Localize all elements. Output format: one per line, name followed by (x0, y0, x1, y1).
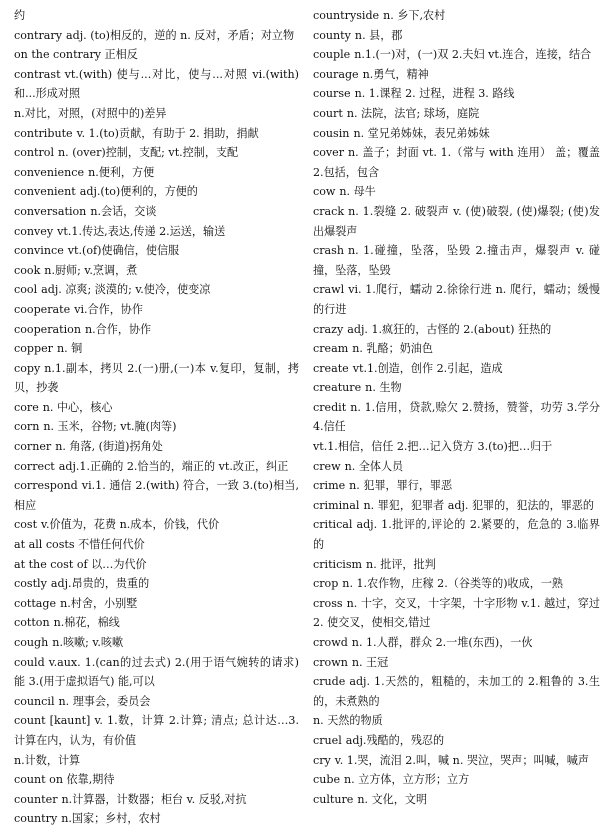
entry-headword: contribute (14, 126, 73, 140)
entry-definition: n. 批评，批判 (366, 557, 436, 571)
entry-definition: n. 角落, (街道)拐角处 (55, 440, 163, 454)
entry-headword: crew (313, 459, 341, 473)
entry-headword: criticism (313, 557, 363, 571)
vocab-entry (14, 535, 299, 555)
entry-definition: n. 堂兄弟姊妹，表兄弟姊妹 (353, 126, 490, 140)
entry-definition: n.勇气，精神 (362, 67, 429, 81)
entry-headword: cooperate (14, 302, 71, 316)
vocab-entry (14, 633, 299, 653)
entry-headword: crawl (313, 283, 345, 297)
entry-headword: crack (313, 204, 345, 218)
vocab-entry (313, 182, 600, 202)
vocab-entry (14, 457, 299, 477)
right-column (313, 6, 600, 833)
entry-headword: couple (313, 48, 351, 62)
entry-definition: n. 全体人员 (344, 459, 404, 473)
entry-headword: convenience (14, 165, 85, 179)
entry-headword: court (313, 106, 343, 120)
entry-headword: cross (313, 596, 343, 610)
entry-definition: vt.1.相信，信任 2.把…记入贷方 3.(to)把…归于 (313, 440, 553, 454)
entry-definition: n. 母牛 (339, 185, 376, 199)
entry-definition: n.厨师; v.烹调，煮 (44, 263, 138, 277)
entry-headword: cough (14, 636, 49, 649)
entry-headword: cry (313, 753, 331, 767)
entry-definition: n.国家；乡村，农村 (61, 812, 161, 826)
entry-definition: at the cost of 以…为代价 (14, 557, 147, 571)
entry-definition: n. 1.信用，贷款,赊欠 2.赞扬，赞誉，功劳 3.学分 4.信任 (313, 400, 600, 434)
entry-definition: on the contrary 正相反 (14, 48, 138, 62)
entry-definition: v. 1.(to)贡献，有助于 2. 捐助，捐献 (76, 126, 259, 140)
entry-headword: counter (14, 792, 58, 806)
vocab-entry (313, 653, 600, 673)
entry-headword: crop (313, 577, 339, 591)
entry-definition: n. 文化，文明 (357, 792, 428, 806)
entry-headword: cottage (14, 596, 57, 610)
entry-headword: cream (313, 342, 349, 356)
entry-definition: n. 1.碰撞，坠落，坠毁 2.撞击声，爆裂声 v. 碰撞，坠落，坠毁 (313, 244, 600, 277)
entry-definition: n. 犯罪，罪行，罪恶 (349, 479, 453, 493)
entry-definition: n. 乳酪；奶油色 (352, 342, 433, 356)
entry-headword: crowd (313, 636, 348, 649)
vocab-entry (313, 731, 600, 751)
entry-headword: copper (14, 342, 53, 356)
vocab-entry (313, 437, 600, 457)
entry-definition: v.aux. 1.(can的过去式) 2.(用于语气婉转的请求)能 3.(用于虚拟语气) 能,可以 (14, 655, 299, 689)
entry-headword: critical (313, 518, 353, 532)
entry-headword: convenient (14, 185, 76, 199)
vocab-entry (14, 790, 299, 810)
entry-definition: n.1.(一)对，(一)双 2.夫妇 vt.连合，连接，结合 (354, 48, 592, 62)
vocab-entry (14, 770, 299, 790)
entry-headword: crime (313, 479, 346, 493)
vocab-entry (313, 790, 600, 810)
entry-headword: credit (313, 400, 347, 414)
entry-definition: n.1.副本，拷贝 2.(一)册,(一)本 v.复印，复制，拷贝，抄袭 (14, 361, 299, 395)
entry-headword: courage (313, 67, 359, 81)
vocab-entry (14, 613, 299, 633)
entry-headword: count (14, 714, 46, 728)
entry-definition: vt.(of)使确信，使信服 (67, 244, 180, 258)
entry-definition: 约 (14, 9, 26, 22)
entry-headword: crown (313, 655, 348, 669)
entry-definition: adj. 凉爽; 淡漠的; v.使冷，使变凉 (41, 283, 211, 297)
vocab-entry (14, 437, 299, 457)
entry-definition: adj. (to)相反的，逆的 n. 反对，矛盾；对立物 (65, 28, 295, 42)
entry-headword: crash (313, 244, 344, 258)
entry-headword: country (14, 812, 58, 826)
vocab-entry (313, 202, 600, 241)
entry-definition: n. 玉米，谷物; vt.腌(肉等) (43, 420, 177, 434)
vocab-entry (313, 476, 600, 496)
entry-definition: n.对比，对照，(对照中的)差异 (14, 106, 167, 120)
entry-definition: vi.合作，协作 (74, 302, 143, 316)
entry-headword: copy (14, 361, 41, 375)
vocab-entry (14, 6, 299, 26)
vocab-entry (313, 84, 600, 104)
entry-headword: cotton (14, 616, 50, 630)
vocab-entry (14, 417, 299, 437)
vocab-entry (14, 104, 299, 124)
entry-headword: countryside (313, 9, 380, 22)
entry-definition: n. 理事会，委员会 (58, 694, 151, 708)
entry-headword: cool (14, 283, 38, 297)
vocab-entry (14, 261, 299, 281)
entry-headword: convince (14, 244, 64, 258)
entry-definition: n.计算器，计数器；柜台 v. 反驳,对抗 (61, 792, 247, 806)
entry-definition: vi.1. 通信 2.(with) 符合，一致 3.(to)相当,相应 (14, 479, 299, 512)
entry-definition: n. 罪犯，犯罪者 adj. 犯罪的，犯法的，罪恶的 (363, 498, 594, 512)
entry-definition: v.价值为，花费 n.成本，价钱，代价 (41, 518, 220, 532)
vocab-entry (313, 280, 600, 319)
entry-definition: n. 中心，核心 (42, 400, 113, 414)
entry-headword: culture (313, 792, 354, 806)
vocab-entry (313, 555, 600, 575)
entry-headword: corner (14, 440, 52, 454)
entry-definition: n.合作，协作 (85, 322, 152, 336)
entry-definition: vt.(with) 使与...对比，使与...对照 vi.(with)和...形成对照 (14, 67, 299, 101)
vocab-entry (14, 359, 299, 398)
entry-definition: n. 1.人群，群众 2.一堆(东西)，一伙 (351, 636, 533, 649)
vocab-entry (14, 692, 299, 712)
vocab-entry (14, 320, 299, 340)
entry-definition: adj. 1.天然的，粗糙的，未加工的 2.粗鲁的 3.生的，未煮熟的 (313, 675, 600, 708)
entry-headword: correct (14, 459, 55, 473)
vocab-entry (14, 124, 299, 144)
vocab-entry (313, 751, 600, 771)
entry-definition: n. 县，郡 (354, 28, 403, 42)
entry-definition: adj.残酷的，残忍的 (345, 733, 445, 747)
entry-definition: n. 1.课程 2. 过程，进程 3. 路线 (354, 87, 515, 101)
entry-definition: count on 依靠,期待 (14, 773, 115, 787)
entry-definition: adj.1.正确的 2.恰当的，端正的 vt.改正，纠正 (58, 459, 289, 473)
vocab-entry (14, 143, 299, 163)
vocab-entry (14, 202, 299, 222)
vocab-entry (313, 124, 600, 144)
vocab-entry (14, 280, 299, 300)
vocab-entry (14, 653, 299, 692)
entry-headword: costly (14, 577, 47, 591)
vocab-entry (14, 163, 299, 183)
vocab-entry (313, 143, 600, 182)
entry-definition: vt.1.创造，创作 2.引起，造成 (352, 361, 503, 375)
entry-headword: crude (313, 675, 346, 689)
entry-headword: core (14, 400, 39, 414)
vocab-entry (14, 222, 299, 242)
entry-headword: cooperation (14, 322, 81, 336)
vocab-entry (313, 515, 600, 554)
vocab-entry (313, 770, 600, 790)
entry-definition: n.便利，方便 (88, 165, 155, 179)
vocab-entry (313, 457, 600, 477)
vocab-entry (14, 339, 299, 359)
vocab-entry (313, 594, 600, 633)
entry-definition: n. 法院，法官; 球场，庭院 (346, 106, 480, 120)
entry-definition: adj.(to)便利的，方便的 (79, 185, 198, 199)
entry-headword: criminal (313, 498, 360, 512)
vocab-entry (313, 633, 600, 653)
entry-definition: n. 立方体，立方形；立方 (344, 773, 470, 787)
entry-definition: v. 1.哭，流泪 2.叫，喊 n. 哭泣，哭声；叫喊，喊声 (334, 753, 589, 767)
vocab-entry (14, 398, 299, 418)
vocab-entry (14, 65, 299, 104)
entry-headword: cook (14, 263, 41, 277)
vocab-entry (313, 6, 600, 26)
vocab-entry (313, 359, 600, 379)
entry-definition: n. 1.农作物，庄稼 2.（谷类等的)收成，一熟 (342, 577, 564, 591)
vocab-entry (14, 594, 299, 614)
entry-definition: [kaunt] v. 1.数，计算 2.计算; 清点; 总计达…3.计算在内，认为，有价值 (14, 714, 299, 747)
vocab-entry (14, 241, 299, 261)
entry-definition: n. 铜 (56, 342, 83, 356)
vocab-entry (313, 26, 600, 46)
entry-headword: cost (14, 518, 38, 532)
vocab-entry (14, 574, 299, 594)
entry-headword: cube (313, 773, 341, 787)
vocab-entry (14, 26, 299, 46)
entry-headword: council (14, 694, 55, 708)
entry-headword: contrast (14, 67, 61, 81)
entry-headword: contrary (14, 28, 62, 42)
entry-definition: n. 乡下,农村 (383, 9, 446, 22)
vocab-entry (14, 711, 299, 750)
vocab-entry (313, 378, 600, 398)
vocab-entry (313, 496, 600, 516)
vocab-entry (14, 515, 299, 535)
entry-definition: n. 王冠 (351, 655, 389, 669)
entry-definition: adj.昂贵的，贵重的 (50, 577, 150, 591)
vocab-entry (14, 751, 299, 771)
entry-headword: control (14, 146, 55, 160)
vocab-entry (14, 809, 299, 829)
entry-headword: conversation (14, 204, 87, 218)
vocab-entry (313, 339, 600, 359)
entry-headword: cover (313, 146, 345, 160)
entry-definition: n. 天然的物质 (313, 714, 383, 728)
entry-definition: n.棉花，棉线 (53, 616, 120, 630)
entry-headword: crazy (313, 322, 344, 336)
entry-headword: create (313, 361, 349, 375)
left-column (14, 6, 299, 833)
entry-headword: cruel (313, 733, 342, 747)
entry-headword: cow (313, 185, 336, 199)
entry-headword: county (313, 28, 351, 42)
entry-definition: n. 1.裂缝 2. 破裂声 v. (使)破裂, (使)爆裂; (使)发出爆裂声 (313, 204, 600, 238)
entry-definition: vi. 1.爬行，蠕动 2.徐徐行进 n. 爬行，蠕动；缓慢的行进 (313, 283, 600, 316)
entry-definition: n.会话，交谈 (90, 204, 157, 218)
entry-definition: n.村舍，小别墅 (60, 596, 138, 610)
entry-headword: course (313, 87, 351, 101)
vocab-entry (313, 45, 600, 65)
vocab-entry (14, 555, 299, 575)
entry-headword: correspond (14, 479, 78, 493)
entry-definition: vt.1.传达,表达,传递 2.运送，输送 (57, 224, 226, 238)
vocab-entry (14, 476, 299, 515)
entry-definition: n.咳嗽; v.咳嗽 (52, 636, 124, 649)
vocab-entry (313, 574, 600, 594)
entry-definition: n.计数，计算 (14, 753, 81, 767)
vocab-entry (313, 711, 600, 731)
entry-headword: convey (14, 224, 54, 238)
entry-definition: adj. 1.批评的,评论的 2.紧要的，危急的 3.临界的 (313, 518, 600, 552)
entry-headword: cousin (313, 126, 350, 140)
vocab-entry (313, 398, 600, 437)
entry-definition: n. (over)控制，支配; vt.控制，支配 (58, 146, 239, 160)
vocab-entry (313, 672, 600, 711)
vocab-entry (313, 104, 600, 124)
vocab-entry (14, 300, 299, 320)
entry-definition: n. 生物 (365, 381, 402, 395)
vocab-entry (14, 182, 299, 202)
entry-definition: n. 十字，交叉，十字架，十字形物 v.1. 越过，穿过 2. 使交叉，使相交,错过 (313, 596, 600, 630)
vocab-entry (313, 65, 600, 85)
vocab-entry (313, 320, 600, 340)
entry-definition: n. 盖子；封面 vt. 1.（常与 with 连用） 盖；覆盖 2.包括，包含 (313, 146, 600, 179)
entry-definition: at all costs 不惜任何代价 (14, 538, 145, 552)
vocab-entry (14, 45, 299, 65)
vocab-entry (313, 241, 600, 280)
entry-definition: adj. 1.疯狂的，古怪的 2.(about) 狂热的 (347, 322, 552, 336)
entry-headword: corn (14, 420, 40, 434)
entry-headword: could (14, 655, 45, 669)
entry-headword: creature (313, 381, 362, 395)
